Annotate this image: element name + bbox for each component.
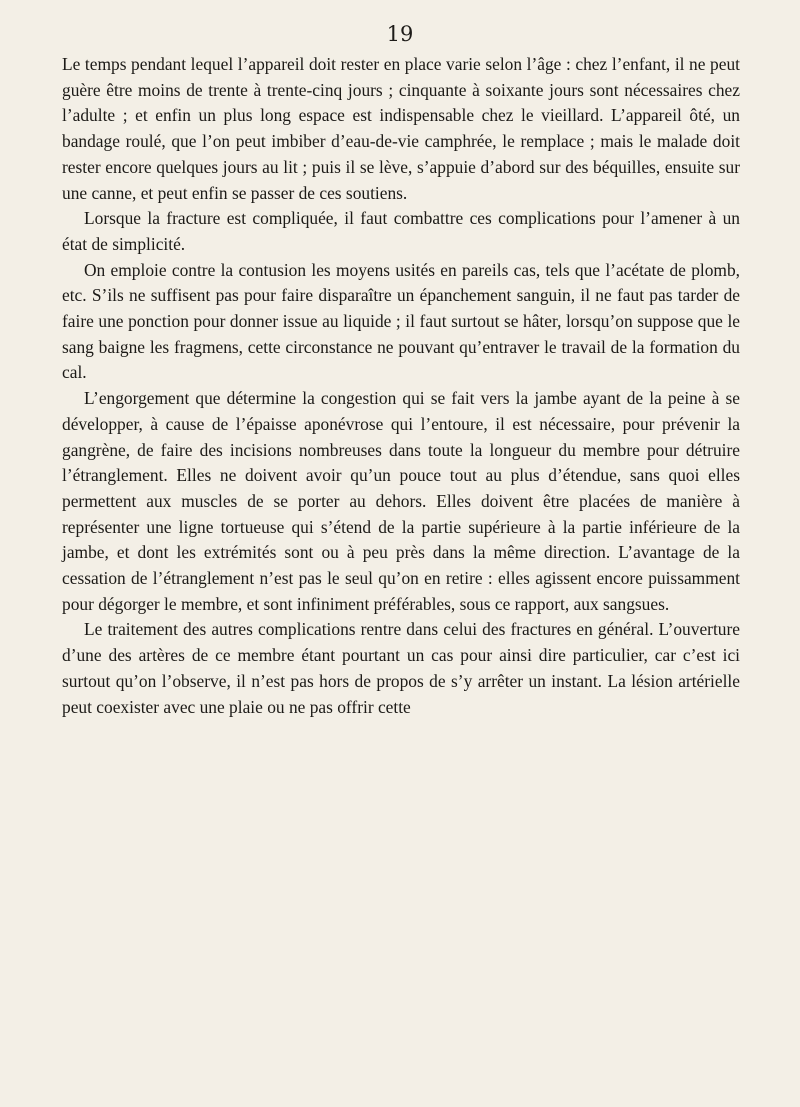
paragraph-5: Le traitement des autres complications rentre dans celui des fractures en général. L’ouverture d’une des artères de ce membre étant pourtant un cas pour ainsi dire particulier, car c’est ici surtout qu’on l’observe, il n’est pas hors de propos de s’y arrêter un instant. La lésion artérielle peut coexister avec une plaie ou ne pas offrir cette (62, 619, 740, 717)
paragraph-3: On emploie contre la contusion les moyens usités en pareils cas, tels que l’acétate de plomb, etc. S’ils ne suffisent pas pour faire disparaître un épanchement sanguin, il ne faut pas tarder de faire une ponction pour donner issue au liquide ; il faut surtout se hâter, lorsqu’on suppose que le sang baigne les fragmens, cette circonstance ne pouvant qu’entraver le travail de la formation du cal. (62, 259, 740, 383)
paragraph-4: L’engorgement que détermine la congestion qui se fait vers la jambe ayant de la peine à se développer, à cause de l’épaisse aponévrose qui l’entoure, il est nécessaire, pour prévenir la gangrène, de faire des incisions nombreuses dans toute la longueur du membre pour détruire l’étranglement. Elles ne doivent avoir qu’un pouce tout au plus d’étendue, sans quoi elles permettent aux muscles de se porter au dehors. Elles doivent être placées de manière à représenter une ligne tortueuse qui s’étend de la partie supérieure à la partie inférieure de la jambe, et dont les extrémités sont ou à peu près dans la même direction. L’avantage de la cessation de l’étranglement n’est pas le seul qu’on en retire : elles agissent encore puissamment pour dégorger le membre, et sont infiniment préférables, sous ce rapport, aux sangsues. (62, 388, 740, 614)
paragraph-2: Lorsque la fracture est compliquée, il faut combattre ces complications pour l’amener à un état de simplicité. (62, 208, 740, 254)
body-text (62, 52, 740, 720)
page-number: 19 (386, 22, 414, 46)
paragraph-1: Le temps pendant lequel l’appareil doit rester en place varie selon l’âge : chez l’enfant, il ne peut guère être moins de trente à trente-cinq jours ; cinquante à soixante jours sont nécessaires chez l’adulte ; et enfin un plus long espace est indispensable chez le vieillard. L’appareil ôté, un bandage roulé, que l’on peut imbiber d’eau-de-vie camphrée, le remplace ; mais le malade doit rester encore quelques jours au lit ; puis il se lève, s’appuie d’abord sur des béquilles, ensuite sur une canne, et peut enfin se passer de ces soutiens. (62, 54, 740, 203)
